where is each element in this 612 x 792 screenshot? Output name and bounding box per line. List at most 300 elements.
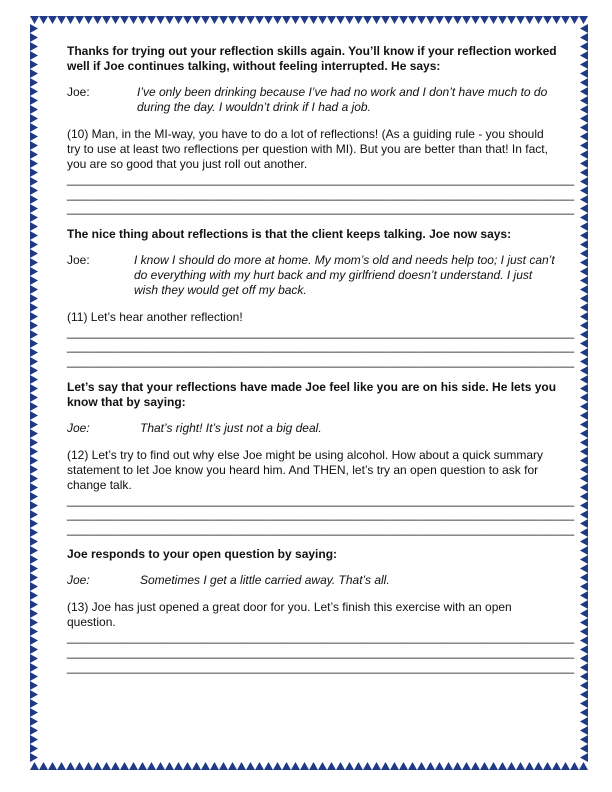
answer-lines-10[interactable]: [67, 172, 575, 216]
border-triangle: [147, 762, 156, 770]
border-triangle: [580, 42, 588, 51]
border-triangle: [444, 16, 453, 24]
border-triangle: [255, 762, 264, 770]
border-triangle: [580, 51, 588, 60]
border-triangle: [210, 762, 219, 770]
border-triangle: [39, 16, 48, 24]
border-triangle: [580, 96, 588, 105]
border-triangle: [228, 762, 237, 770]
border-triangle: [120, 762, 129, 770]
border-triangle: [580, 375, 588, 384]
border-triangle: [580, 321, 588, 330]
border-triangle: [30, 168, 38, 177]
border-triangle: [30, 249, 38, 258]
border-triangle: [30, 303, 38, 312]
border-triangle: [30, 33, 38, 42]
intro-1: Thanks for trying out your reflection skills again. You’ll know if your reflection worked well if Joe continues talking, without feeling interrupted. He says:: [67, 44, 557, 73]
border-triangle: [75, 762, 84, 770]
joe-quote-1: [67, 85, 557, 115]
border-triangle: [372, 762, 381, 770]
border-triangle: [354, 762, 363, 770]
border-triangle: [30, 537, 38, 546]
border-triangle: [498, 16, 507, 24]
border-triangle: [580, 267, 588, 276]
border-triangle: [580, 303, 588, 312]
border-triangle: [525, 16, 534, 24]
border-triangle: [30, 366, 38, 375]
border-triangle: [30, 375, 38, 384]
border-triangle: [381, 16, 390, 24]
border-triangle: [30, 492, 38, 501]
quote-text: Sometimes I get a little carried away. That’s all.: [140, 573, 390, 588]
border-triangle: [327, 16, 336, 24]
border-triangle: [580, 555, 588, 564]
border-triangle: [138, 762, 147, 770]
border-triangle: [111, 16, 120, 24]
border-triangle: [30, 339, 38, 348]
border-triangle: [543, 762, 552, 770]
border-triangle: [580, 618, 588, 627]
border-triangle: [580, 258, 588, 267]
border-triangle: [156, 16, 165, 24]
border-triangle: [471, 16, 480, 24]
border-triangle: [580, 753, 588, 762]
border-triangle: [30, 438, 38, 447]
joe-quote-4: [67, 573, 557, 588]
border-triangle: [30, 60, 38, 69]
border-triangle: [30, 231, 38, 240]
border-triangle: [570, 16, 579, 24]
border-triangle: [30, 573, 38, 582]
border-triangle: [580, 429, 588, 438]
border-triangle: [580, 699, 588, 708]
border-triangle: [580, 573, 588, 582]
border-triangle: [30, 393, 38, 402]
border-triangle: [580, 24, 588, 33]
border-triangle: [174, 16, 183, 24]
question-12: (12) Let’s try to find out why else Joe might be using alcohol. How about a quick summary statement to let Joe know you heard him. And THEN, let’s try an open question to ask for change talk.: [67, 447, 544, 492]
border-triangle: [30, 600, 38, 609]
border-triangle: [516, 762, 525, 770]
answer-line[interactable]: ____________________________________________________________________________: [67, 172, 575, 186]
border-triangle: [219, 762, 228, 770]
border-triangle: [516, 16, 525, 24]
border-triangle: [291, 762, 300, 770]
border-triangle: [417, 762, 426, 770]
border-triangle: [75, 16, 84, 24]
border-triangle: [580, 438, 588, 447]
border-triangle: [561, 16, 570, 24]
border-triangle: [580, 465, 588, 474]
border-triangle: [30, 717, 38, 726]
border-triangle: [399, 16, 408, 24]
border-triangle: [580, 717, 588, 726]
border-triangle: [580, 402, 588, 411]
quote-text: I know I should do more at home. My mom’s old and needs help too; I just can’t do everything with my hurt back and my girlfriend doesn’t understand. I just wish they would get off my back.: [134, 252, 555, 297]
border-triangle: [580, 195, 588, 204]
border-triangle: [219, 16, 228, 24]
border-triangle: [336, 16, 345, 24]
border-triangle: [156, 762, 165, 770]
border-triangle: [30, 483, 38, 492]
border-triangle: [580, 384, 588, 393]
border-triangle: [246, 762, 255, 770]
border-triangle: [309, 762, 318, 770]
answer-line[interactable]: ____________________________________________________________________________: [67, 659, 575, 674]
border-triangle: [138, 16, 147, 24]
border-triangle: [30, 645, 38, 654]
answer-lines-13[interactable]: [67, 630, 575, 674]
border-triangle: [580, 663, 588, 672]
border-triangle: [507, 762, 516, 770]
border-triangle: [30, 672, 38, 681]
border-triangle: [165, 16, 174, 24]
border-triangle: [30, 402, 38, 411]
border-triangle: [580, 132, 588, 141]
border-triangle: [580, 222, 588, 231]
answer-line[interactable]: ____________________________________________________________________________: [67, 324, 575, 339]
border-triangle: [57, 16, 66, 24]
border-triangle: [30, 16, 39, 24]
border-triangle: [580, 600, 588, 609]
border-triangle: [30, 150, 38, 159]
border-triangle: [30, 681, 38, 690]
border-triangle: [336, 762, 345, 770]
border-triangle: [580, 87, 588, 96]
border-triangle: [228, 16, 237, 24]
border-triangle: [93, 16, 102, 24]
border-triangle: [580, 168, 588, 177]
border-triangle: [30, 627, 38, 636]
border-triangle: [30, 240, 38, 249]
border-triangle: [48, 16, 57, 24]
border-triangle: [84, 762, 93, 770]
border-triangle: [552, 762, 561, 770]
border-triangle: [30, 474, 38, 483]
border-triangle: [30, 87, 38, 96]
border-triangle: [30, 690, 38, 699]
border-triangle: [580, 735, 588, 744]
answer-lines-12[interactable]: [67, 492, 575, 537]
border-triangle: [498, 762, 507, 770]
border-triangle: [435, 16, 444, 24]
border-triangle: [489, 762, 498, 770]
answer-line[interactable]: ____________________________________________________________________________: [67, 339, 575, 354]
border-triangle: [363, 762, 372, 770]
border-triangle: [580, 312, 588, 321]
speaker-label: Joe:: [67, 252, 90, 267]
border-triangle: [66, 16, 75, 24]
border-triangle: [30, 762, 39, 770]
border-triangle: [381, 762, 390, 770]
border-triangle: [30, 411, 38, 420]
border-triangle: [580, 105, 588, 114]
border-triangle: [580, 627, 588, 636]
intro-3: Let’s say that your reflections have made Joe feel like you are on his side. He lets you know that by saying:: [67, 379, 557, 409]
answer-line[interactable]: ____________________________________________________________________________: [67, 201, 575, 216]
border-triangle: [580, 348, 588, 357]
border-triangle: [580, 114, 588, 123]
border-triangle: [30, 213, 38, 222]
border-triangle: [580, 420, 588, 429]
border-triangle: [525, 762, 534, 770]
border-triangle: [580, 654, 588, 663]
border-triangle: [30, 132, 38, 141]
border-triangle: [30, 42, 38, 51]
border-triangle: [147, 16, 156, 24]
border-triangle: [30, 726, 38, 735]
border-triangle: [471, 762, 480, 770]
worksheet: [67, 44, 575, 674]
border-triangle: [426, 762, 435, 770]
border-triangle: [345, 762, 354, 770]
answer-line[interactable]: ____________________________________________________________________________: [67, 507, 575, 522]
border-triangle: [30, 555, 38, 564]
border-triangle: [30, 654, 38, 663]
border-triangle: [580, 411, 588, 420]
border-triangle: [580, 141, 588, 150]
border-triangle: [282, 762, 291, 770]
border-triangle: [30, 195, 38, 204]
border-triangle: [273, 16, 282, 24]
border-triangle: [580, 636, 588, 645]
speaker-label: Joe:: [67, 85, 90, 99]
border-triangle: [580, 681, 588, 690]
border-triangle: [30, 24, 38, 33]
border-triangle: [255, 16, 264, 24]
border-triangle: [300, 762, 309, 770]
border-triangle: [580, 609, 588, 618]
border-triangle: [444, 762, 453, 770]
border-triangle: [30, 51, 38, 60]
speaker-label: Joe:: [67, 573, 90, 588]
border-triangle: [372, 16, 381, 24]
border-triangle: [237, 762, 246, 770]
border-triangle: [30, 96, 38, 105]
border-triangle: [408, 16, 417, 24]
border-triangle: [309, 16, 318, 24]
answer-line[interactable]: ____________________________________________________________________________: [67, 186, 575, 201]
border-triangle: [580, 726, 588, 735]
border-triangle: [580, 204, 588, 213]
border-triangle: [30, 267, 38, 276]
border-triangle: [327, 762, 336, 770]
border-triangle: [192, 762, 201, 770]
border-triangle: [30, 528, 38, 537]
border-triangle: [30, 186, 38, 195]
border-triangle: [390, 762, 399, 770]
border-triangle: [30, 177, 38, 186]
border-triangle: [580, 456, 588, 465]
border-triangle: [570, 762, 579, 770]
border-triangle: [30, 591, 38, 600]
border-triangle: [30, 204, 38, 213]
border-triangle: [580, 447, 588, 456]
intro-4: Joe responds to your open question by saying:: [67, 547, 338, 562]
border-triangle: [580, 285, 588, 294]
border-triangle: [543, 16, 552, 24]
border-triangle: [580, 276, 588, 285]
border-triangle: [84, 16, 93, 24]
border-triangle: [580, 744, 588, 753]
border-triangle: [580, 294, 588, 303]
border-triangle: [580, 393, 588, 402]
border-triangle: [129, 762, 138, 770]
answer-lines-11[interactable]: [67, 324, 575, 369]
border-triangle: [580, 519, 588, 528]
border-triangle: [30, 312, 38, 321]
border-triangle: [246, 16, 255, 24]
border-triangle: [30, 465, 38, 474]
border-triangle: [30, 519, 38, 528]
border-triangle: [345, 16, 354, 24]
border-triangle: [534, 762, 543, 770]
border-triangle: [300, 16, 309, 24]
border-triangle: [264, 762, 273, 770]
border-triangle: [354, 16, 363, 24]
border-triangle: [580, 213, 588, 222]
border-triangle: [580, 186, 588, 195]
border-triangle: [580, 510, 588, 519]
border-triangle: [408, 762, 417, 770]
border-triangle: [30, 618, 38, 627]
border-triangle: [183, 16, 192, 24]
border-triangle: [30, 159, 38, 168]
border-triangle: [30, 348, 38, 357]
joe-quote-3: [67, 421, 557, 436]
intro-2: The nice thing about reflections is that the client keeps talking. Joe now says:: [67, 226, 512, 241]
answer-line[interactable]: ____________________________________________________________________________: [67, 492, 575, 507]
border-triangle: [30, 222, 38, 231]
border-triangle: [580, 501, 588, 510]
border-triangle: [426, 16, 435, 24]
border-triangle: [580, 492, 588, 501]
border-triangle: [237, 16, 246, 24]
border-triangle: [579, 762, 588, 770]
border-triangle: [174, 762, 183, 770]
border-triangle: [580, 483, 588, 492]
border-triangle: [30, 276, 38, 285]
border-triangle: [363, 16, 372, 24]
border-triangle: [30, 123, 38, 132]
border-triangle: [480, 16, 489, 24]
border-triangle: [291, 16, 300, 24]
border-triangle: [30, 330, 38, 339]
answer-line[interactable]: ____________________________________________________________________________: [67, 644, 575, 659]
border-triangle: [30, 501, 38, 510]
answer-line[interactable]: ____________________________________________________________________________: [67, 630, 575, 645]
answer-line[interactable]: ____________________________________________________________________________: [67, 521, 575, 536]
border-triangle: [507, 16, 516, 24]
border-triangle: [580, 357, 588, 366]
border-triangle: [30, 699, 38, 708]
border-triangle: [273, 762, 282, 770]
border-triangle: [453, 16, 462, 24]
border-triangle: [552, 16, 561, 24]
border-triangle: [580, 330, 588, 339]
border-triangle: [580, 150, 588, 159]
question-10: (10) Man, in the MI-way, you have to do a lot of reflections! (As a guiding rule - you should try to use at least two reflections per question with MI). But you are better than that! In fact, you are so good that you just roll out another.: [67, 127, 548, 171]
border-triangle: [183, 762, 192, 770]
border-triangle: [30, 321, 38, 330]
border-triangle: [580, 240, 588, 249]
border-triangle: [192, 16, 201, 24]
border-triangle: [580, 582, 588, 591]
question-11: (11) Let’s hear another reflection!: [67, 309, 243, 324]
border-triangle: [129, 16, 138, 24]
border-triangle: [30, 78, 38, 87]
border-triangle: [480, 762, 489, 770]
border-triangle: [30, 69, 38, 78]
border-triangle: [580, 231, 588, 240]
border-triangle: [390, 16, 399, 24]
question-13: (13) Joe has just opened a great door for you. Let’s finish this exercise with an open question.: [67, 600, 512, 630]
border-triangle: [30, 114, 38, 123]
border-triangle: [30, 753, 38, 762]
border-triangle: [30, 141, 38, 150]
border-triangle: [30, 429, 38, 438]
border-triangle: [580, 123, 588, 132]
border-triangle: [282, 16, 291, 24]
border-triangle: [30, 564, 38, 573]
border-triangle: [534, 16, 543, 24]
border-triangle: [165, 762, 174, 770]
border-triangle: [580, 672, 588, 681]
border-triangle: [30, 420, 38, 429]
border-triangle: [580, 78, 588, 87]
border-triangle: [120, 16, 129, 24]
quote-text: That’s right! It’s just not a big deal.: [140, 420, 322, 435]
border-triangle: [66, 762, 75, 770]
joe-quote-2: [67, 253, 557, 298]
border-triangle: [580, 177, 588, 186]
border-triangle: [57, 762, 66, 770]
border-triangle: [39, 762, 48, 770]
border-triangle: [30, 663, 38, 672]
border-triangle: [30, 744, 38, 753]
border-triangle: [318, 762, 327, 770]
border-triangle: [580, 690, 588, 699]
border-triangle: [210, 16, 219, 24]
border-triangle: [30, 258, 38, 267]
border-triangle: [30, 510, 38, 519]
border-triangle: [580, 366, 588, 375]
border-triangle: [417, 16, 426, 24]
border-triangle: [435, 762, 444, 770]
border-triangle: [30, 357, 38, 366]
quote-text: I’ve only been drinking because I’ve had no work and I don’t have much to do during the day. I wouldn’t drink if I had a job.: [137, 85, 548, 114]
border-triangle: [30, 447, 38, 456]
border-triangle: [30, 582, 38, 591]
border-triangle: [580, 249, 588, 258]
border-triangle: [580, 60, 588, 69]
border-triangle: [30, 456, 38, 465]
border-triangle: [102, 762, 111, 770]
border-triangle: [264, 16, 273, 24]
border-triangle: [48, 762, 57, 770]
border-triangle: [30, 609, 38, 618]
border-triangle: [30, 735, 38, 744]
border-triangle: [318, 16, 327, 24]
border-triangle: [580, 645, 588, 654]
border-triangle: [580, 474, 588, 483]
border-triangle: [580, 564, 588, 573]
answer-line[interactable]: ____________________________________________________________________________: [67, 353, 575, 368]
border-triangle: [580, 159, 588, 168]
border-triangle: [30, 285, 38, 294]
border-triangle: [453, 762, 462, 770]
border-triangle: [579, 16, 588, 24]
